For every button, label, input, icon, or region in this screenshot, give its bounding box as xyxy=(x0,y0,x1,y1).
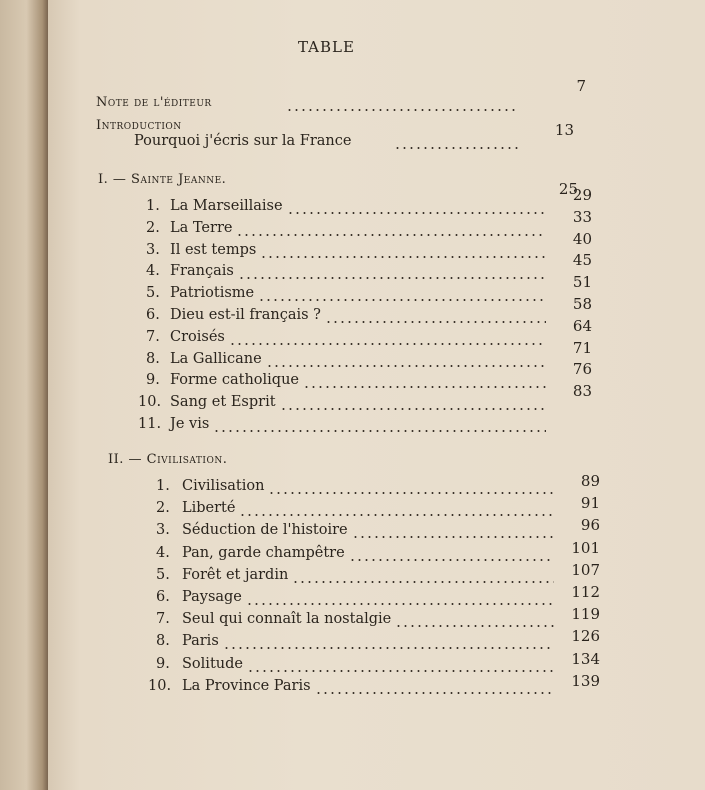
toc-page: 126 xyxy=(571,627,600,646)
toc-label: Croisés xyxy=(170,328,225,345)
toc-row-note xyxy=(96,77,586,115)
toc-number: 7. xyxy=(156,611,170,628)
dot-leader xyxy=(315,678,554,698)
toc-page: 112 xyxy=(571,583,600,601)
toc-page: 51 xyxy=(572,273,592,292)
section-heading-label: I. — Sainte Jeanne. xyxy=(98,172,227,187)
toc-row xyxy=(146,273,592,305)
toc-page: 107 xyxy=(571,560,600,579)
toc-page: 33 xyxy=(572,207,592,226)
toc-row xyxy=(146,360,592,392)
dot-leader xyxy=(246,589,554,609)
dot-leader xyxy=(258,285,546,305)
toc-page: 101 xyxy=(571,538,600,557)
toc-number: 10. xyxy=(148,677,172,694)
toc-row xyxy=(156,560,600,587)
toc-row xyxy=(146,207,592,240)
toc-number: 4. xyxy=(146,263,160,280)
toc-label: Sang et Esprit xyxy=(170,394,276,411)
toc-label: Seul qui connaît la nostalgie xyxy=(182,611,392,628)
toc-number: 2. xyxy=(146,219,160,236)
dot-leader xyxy=(303,372,546,392)
toc-number: 3. xyxy=(146,241,160,258)
dot-leader xyxy=(213,416,546,436)
toc-row xyxy=(146,338,592,371)
toc-page: 29 xyxy=(572,186,592,204)
dot-leader xyxy=(280,394,546,414)
toc-row xyxy=(146,316,592,349)
toc-page: 96 xyxy=(580,516,600,535)
toc-row xyxy=(156,649,600,676)
toc-label: Français xyxy=(170,263,234,280)
dot-leader xyxy=(287,198,546,218)
toc-number: 11. xyxy=(138,416,162,432)
toc-label: La Gallicane xyxy=(170,350,262,367)
toc-page: 25 xyxy=(558,180,578,198)
dot-leader xyxy=(229,329,546,349)
toc-page: 139 xyxy=(571,671,600,690)
toc-label: Civilisation xyxy=(182,478,265,494)
dot-leader xyxy=(352,522,554,542)
toc-row xyxy=(148,671,600,698)
toc-page: 83 xyxy=(572,382,592,401)
toc-page: 134 xyxy=(571,649,600,668)
toc-label: Je vis xyxy=(170,416,210,432)
toc-label: Note de l'éditeur xyxy=(96,95,212,110)
toc-page: 76 xyxy=(572,360,592,379)
section-heading-label: II. — Civilisation. xyxy=(108,452,228,467)
toc-page: 13 xyxy=(554,121,574,139)
dot-leader xyxy=(394,133,522,153)
dot-leader xyxy=(239,500,554,520)
toc-row xyxy=(156,516,600,542)
toc-number: 1. xyxy=(156,478,170,494)
toc-page: 64 xyxy=(572,316,592,335)
toc-number: 10. xyxy=(138,394,162,411)
toc-row-pourquoi xyxy=(134,121,584,153)
toc-label: Pourquoi j'écris sur la France xyxy=(134,133,352,149)
toc-number: 2. xyxy=(156,500,170,517)
toc-row xyxy=(156,583,600,609)
toc-row xyxy=(146,295,592,327)
toc-page: 71 xyxy=(572,338,592,357)
toc-label: Introduction xyxy=(96,118,182,133)
toc-label: Solitude xyxy=(182,655,243,672)
toc-number: 5. xyxy=(156,566,170,583)
toc-label: Patriotisme xyxy=(170,285,255,302)
toc-row xyxy=(156,472,600,498)
toc-label: La Province Paris xyxy=(182,677,311,694)
toc-number: 9. xyxy=(146,372,160,389)
dot-leader xyxy=(223,633,554,653)
toc-row xyxy=(138,382,592,414)
toc-page: 119 xyxy=(571,605,600,624)
toc-number: 5. xyxy=(146,285,160,302)
toc-number: 8. xyxy=(146,350,160,367)
toc-label: Dieu est-il français ? xyxy=(170,307,321,323)
toc-label: Forme catholique xyxy=(170,372,300,389)
toc-page: 45 xyxy=(572,251,592,270)
toc-row xyxy=(138,416,592,436)
dot-leader xyxy=(325,307,546,327)
toc-number: 4. xyxy=(156,544,170,561)
toc-page: 89 xyxy=(580,472,600,490)
toc-row xyxy=(156,627,600,653)
toc-number: 9. xyxy=(156,655,170,672)
page-title: TABLE xyxy=(298,38,355,56)
toc-row xyxy=(156,538,600,565)
toc-page: 91 xyxy=(580,494,600,513)
toc-number: 6. xyxy=(146,307,160,323)
toc-number: 7. xyxy=(146,328,160,345)
dot-leader xyxy=(236,220,546,240)
toc-label: Séduction de l'histoire xyxy=(182,522,348,539)
toc-label: Il est temps xyxy=(170,241,257,258)
dot-leader xyxy=(292,567,554,587)
dot-leader xyxy=(238,263,546,283)
dot-leader xyxy=(247,656,554,676)
toc-page: 40 xyxy=(572,229,592,248)
toc-label: Paris xyxy=(182,633,219,650)
toc-label: La Marseillaise xyxy=(170,198,283,214)
toc-label: Liberté xyxy=(182,500,236,517)
toc-row xyxy=(146,251,592,283)
toc-number: 8. xyxy=(156,633,170,650)
book-gutter xyxy=(0,0,48,790)
toc-label: Paysage xyxy=(182,589,242,605)
toc-label: Forêt et jardin xyxy=(182,566,289,583)
dot-leader xyxy=(286,95,516,115)
toc-number: 3. xyxy=(156,522,170,539)
toc-row xyxy=(156,605,600,631)
toc-page: 58 xyxy=(572,295,592,313)
dot-leader xyxy=(260,242,546,262)
dot-leader xyxy=(266,351,546,371)
dot-leader xyxy=(349,545,554,565)
toc-row xyxy=(146,229,592,262)
toc-row xyxy=(156,494,600,520)
toc-label: Pan, garde champêtre xyxy=(182,544,345,561)
dot-leader xyxy=(268,478,554,498)
toc-label: La Terre xyxy=(170,219,233,236)
dot-leader xyxy=(395,611,554,631)
toc-number: 1. xyxy=(146,198,160,214)
toc-page: 7 xyxy=(576,77,586,95)
toc-number: 6. xyxy=(156,589,170,605)
